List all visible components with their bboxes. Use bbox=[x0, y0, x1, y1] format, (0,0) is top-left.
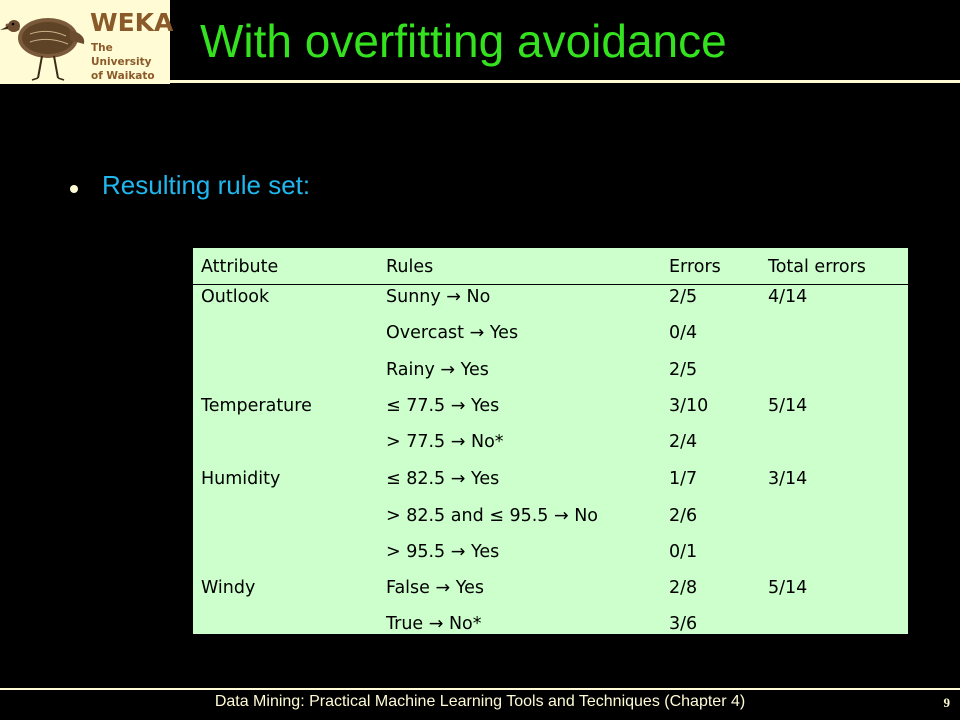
weka-bird-icon bbox=[0, 0, 90, 84]
page-number: 9 bbox=[943, 695, 950, 710]
logo-university-line2: of Waikato bbox=[91, 70, 155, 82]
table-cell: 3/10 bbox=[669, 396, 709, 416]
table-cell: Windy bbox=[201, 578, 256, 598]
table-cell: ≤ 77.5 → Yes bbox=[386, 396, 500, 416]
footer-text: Data Mining: Practical Machine Learning Tools and Techniques (Chapter 4) bbox=[214, 693, 746, 710]
table-cell: > 95.5 → Yes bbox=[386, 542, 500, 562]
bullet-text: Resulting rule set: bbox=[102, 170, 311, 200]
table-cell: 0/1 bbox=[669, 542, 698, 562]
table-header-cell: Attribute bbox=[201, 257, 279, 277]
table-cell: 3/6 bbox=[669, 614, 698, 634]
logo-university-line1: The University bbox=[91, 42, 152, 68]
table-cell: False → Yes bbox=[386, 578, 484, 598]
title-divider bbox=[170, 80, 960, 83]
slide-title: With overfitting avoidance bbox=[200, 15, 727, 67]
table-cell: > 77.5 → No* bbox=[386, 432, 504, 452]
logo-brand: WEKA bbox=[90, 8, 174, 37]
table-cell: 2/5 bbox=[669, 287, 698, 307]
bullet-marker bbox=[70, 185, 78, 193]
logo-university bbox=[91, 41, 170, 83]
table-cell: Sunny → No bbox=[386, 287, 491, 307]
table-cell: ≤ 82.5 → Yes bbox=[386, 469, 500, 489]
table-cell: 2/5 bbox=[669, 360, 698, 380]
table-cell: 3/14 bbox=[768, 469, 808, 489]
weka-logo bbox=[0, 0, 174, 84]
table-cell: Overcast → Yes bbox=[386, 323, 519, 343]
table-header-cell: Errors bbox=[669, 257, 721, 277]
table-cell: 1/7 bbox=[669, 469, 698, 489]
table-cell: 2/8 bbox=[669, 578, 698, 598]
table-cell: > 82.5 and ≤ 95.5 → No bbox=[386, 506, 599, 526]
table-header-divider bbox=[193, 284, 908, 285]
table-cell: Temperature bbox=[201, 396, 312, 416]
footer-divider bbox=[0, 688, 960, 690]
table-cell: Humidity bbox=[201, 469, 281, 489]
table-cell: 4/14 bbox=[768, 287, 808, 307]
table-cell: Rainy → Yes bbox=[386, 360, 489, 380]
table-cell: 5/14 bbox=[768, 396, 808, 416]
rules-table bbox=[193, 248, 908, 634]
table-header-cell: Total errors bbox=[768, 257, 866, 277]
table-cell: 2/6 bbox=[669, 506, 698, 526]
table-cell: 2/4 bbox=[669, 432, 698, 452]
table-header-cell: Rules bbox=[386, 257, 434, 277]
table-cell: 0/4 bbox=[669, 323, 698, 343]
table-cell: True → No* bbox=[386, 614, 482, 634]
table-cell: Outlook bbox=[201, 287, 270, 307]
table-cell: 5/14 bbox=[768, 578, 808, 598]
